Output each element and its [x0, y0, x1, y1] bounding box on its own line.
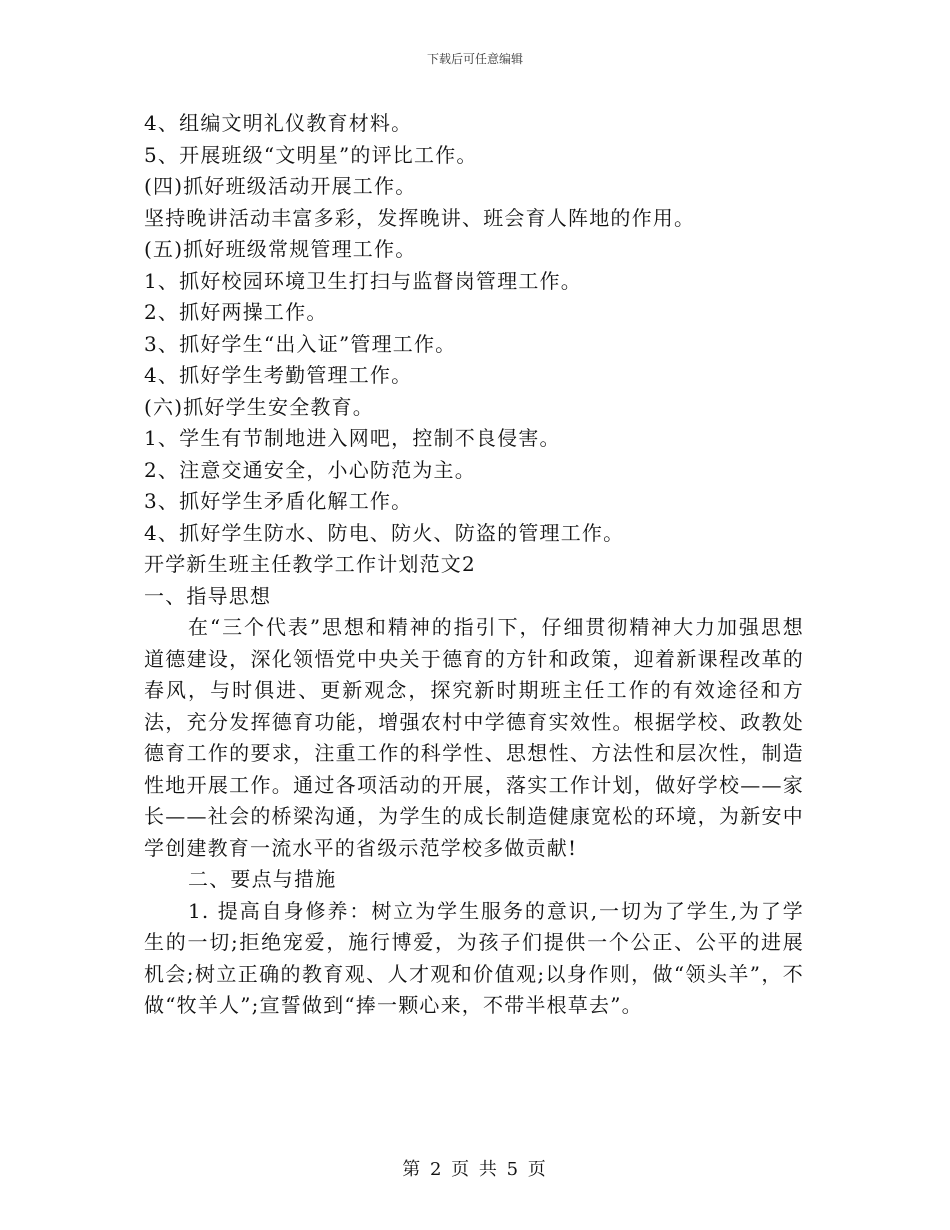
list-item: 4、抓好学生考勤管理工作。	[144, 363, 413, 387]
header-note: 下载后可任意编辑	[426, 52, 523, 66]
list-item: 坚持晚讲活动丰富多彩，发挥晚讲、班会育人阵地的作用。	[144, 205, 696, 230]
section-heading: 二、要点与措施	[188, 867, 337, 891]
list-item: 2、注意交通安全，小心防范为主。	[144, 457, 476, 482]
document-title: 开学新生班主任教学工作计划范文2	[144, 552, 476, 576]
list-item: 3、抓好学生矛盾化解工作。	[144, 489, 413, 513]
list-item: 1、抓好校园环境卫生打扫与监督岗管理工作。	[144, 268, 582, 293]
list-item: 4、抓好学生防水、防电、防火、防盗的管理工作。	[144, 520, 625, 545]
list-item: 1、学生有节制地进入网吧，控制不良侵害。	[144, 426, 561, 450]
list-item: 4、组编文明礼仪教育材料。	[144, 111, 413, 135]
document-body	[144, 108, 804, 1022]
paragraph-guiding-thought: 在“三个代表”思想和精神的指引下，仔细贯彻精神大力加强思想道德建设，深化领悟党中央关于德育的方针和政策，迎着新课程改革的春风，与时俱进、更新观念，探究新时期班主任工作的有效途径和方法，充分发挥德育功能，增强农村中学德育实效性。根据学校、政教处德育工作的要求，注重工作的科学性、思想性、方法性和层次性，制造性地开展工作。通过各项活动的开展，落实工作计划，做好学校——家长——社会的桥梁沟通，为学生的成长制造健康宽松的环境，为新安中学创建教育一流水平的省级示范学校多做贡献!	[144, 615, 804, 860]
list-item: 3、抓好学生“出入证”管理工作。	[144, 331, 457, 356]
paragraph-measure-1: 1. 提高自身修养：树立为学生服务的意识,一切为了学生,为了学生的一切;拒绝宠爱，施行博爱，为孩子们提供一个公正、公平的进展机会;树立正确的教育观、人才观和价值观;以身作则，做“领头羊”，不做“牧羊人”;宣誓做到“捧一颗心来，不带半根草去”。	[144, 898, 804, 1017]
section-heading: (五)抓好班级常规管理工作。	[144, 237, 417, 261]
section-heading: 一、指导思想	[144, 583, 272, 608]
section-heading: (四)抓好班级活动开展工作。	[144, 174, 417, 198]
page-number: 第 2 页 共 5 页	[402, 1159, 548, 1180]
list-item: 5、开展班级“文明星”的评比工作。	[144, 142, 478, 167]
list-item: 2、抓好两操工作。	[144, 300, 328, 324]
section-heading: (六)抓好学生安全教育。	[144, 394, 375, 419]
